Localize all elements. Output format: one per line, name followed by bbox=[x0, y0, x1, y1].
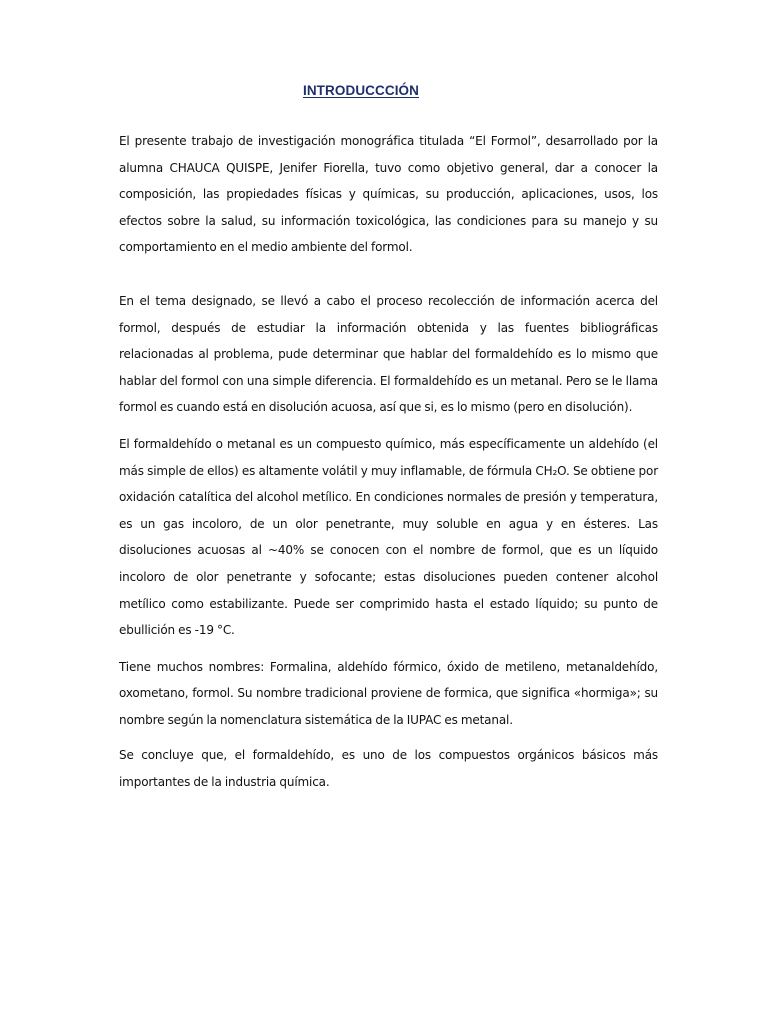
paragraph-3: El formaldehído o metanal es un compuesto químico, más específicamente un aldehído (el más simple de ellos) es altamente volátil y muy inflamable, de fórmula CH₂O. Se obtiene por oxidación catalítica del alcohol metílico. En condiciones normales de presión y temperatura, es un gas incoloro, de un olor penetrante, muy soluble en agua y en ésteres. Las disoluciones acuosas al ~40% se conocen con el nombre de formol, que es un líquido incoloro de olor penetrante y sofocante; estas disoluciones pueden contener alcohol metílico como estabilizante. Puede ser comprimido hasta el estado líquido; su punto de ebullición es -19 °C. bbox=[119, 436, 658, 638]
page-title: INTRODUCCCIÓN bbox=[302, 83, 420, 98]
paragraph-5: Se concluye que, el formaldehído, es uno de los compuestos orgánicos básicos más importantes de la industria química. bbox=[119, 748, 658, 790]
document-body bbox=[119, 128, 658, 796]
paragraph-1: El presente trabajo de investigación monográfica titulada “El Formol”, desarrollado por la alumna CHAUCA QUISPE, Jenifer Fiorella, tuvo como objetivo general, dar a conocer la composición, las propiedades físicas y químicas, su producción, aplicaciones, usos, los efectos sobre la salud, su información toxicológica, las condiciones para su manejo y su comportamiento en el medio ambiente del formol. bbox=[119, 134, 658, 255]
paragraph-4: Tiene muchos nombres: Formalina, aldehído fórmico, óxido de metileno, metanaldehído, oxometano, formol. Su nombre tradicional proviene de formica, que significa «hormiga»; su nombre según la nomenclatura sistemática de la IUPAC es metanal. bbox=[119, 659, 658, 727]
paragraph-2: En el tema designado, se llevó a cabo el proceso recolección de información acerca del formol, después de estudiar la información obtenida y las fuentes bibliográficas relacionadas al problema, pude determinar que hablar del formaldehído es lo mismo que hablar del formol con una simple diferencia. El formaldehído es un metanal. Pero se le llama formol es cuando está en disolución acuosa, así que si, es lo mismo (pero en disolución). bbox=[119, 293, 658, 415]
